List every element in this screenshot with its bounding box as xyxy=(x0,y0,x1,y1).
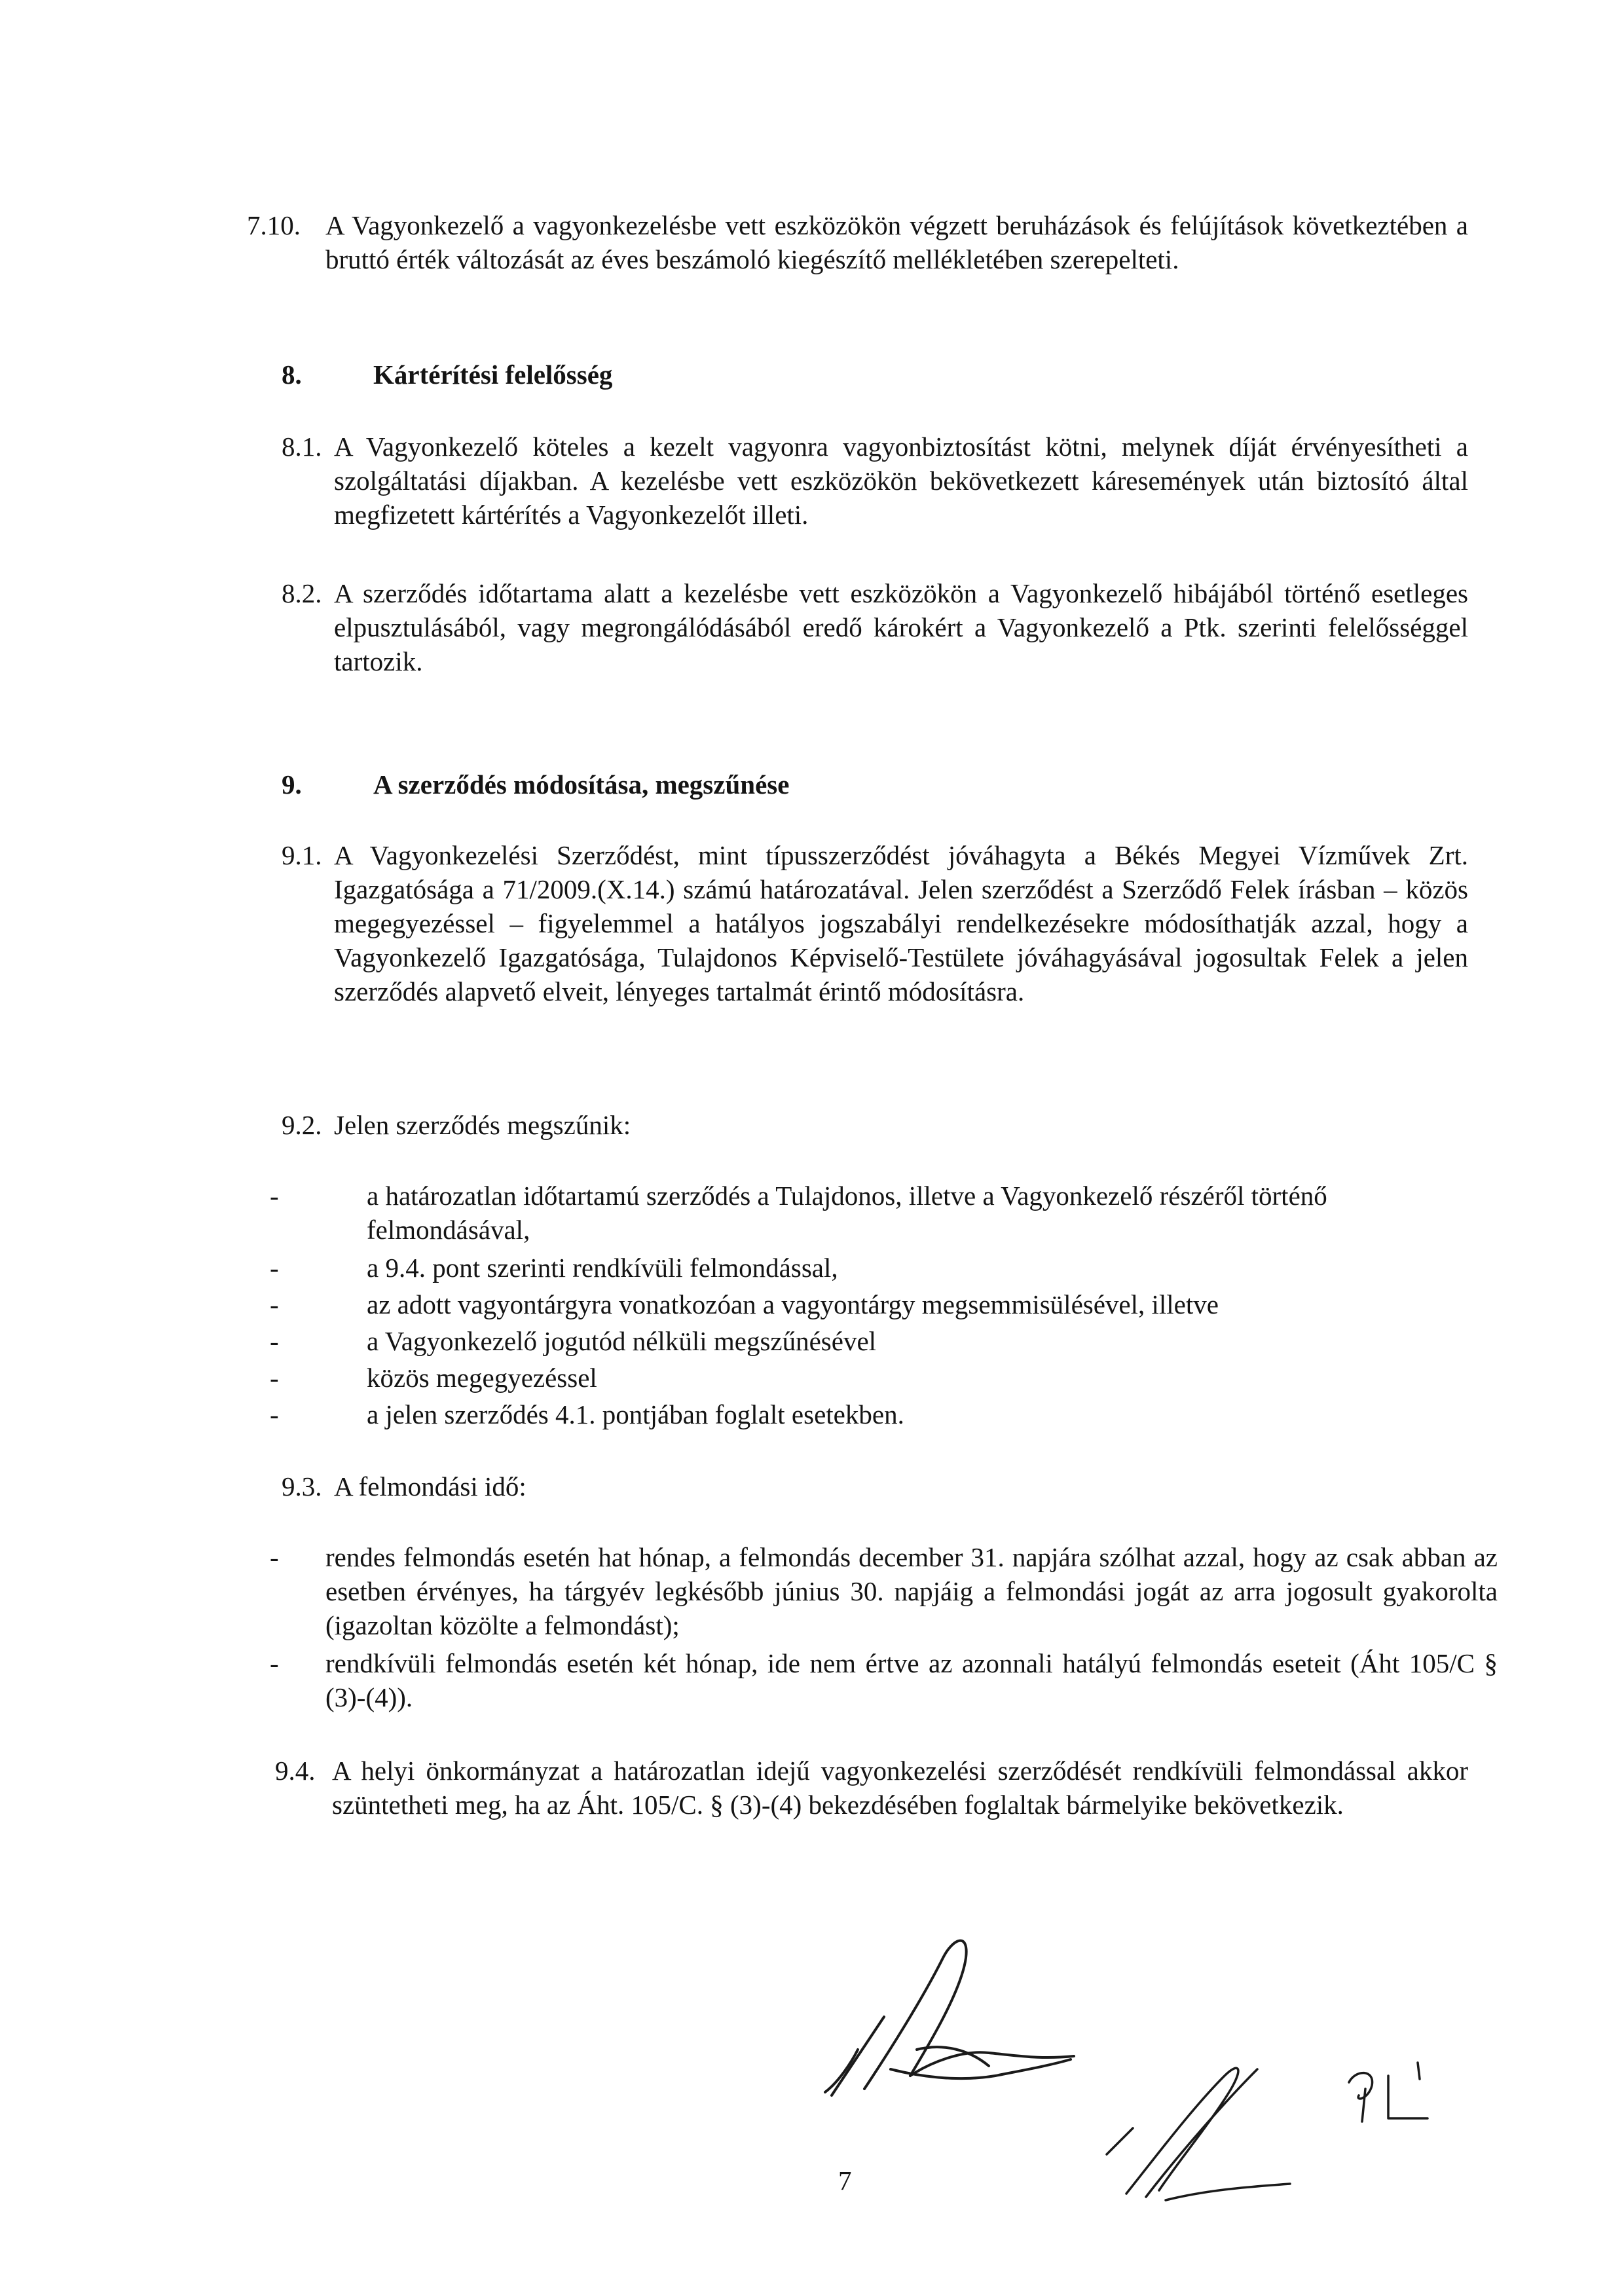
list-bullet: - xyxy=(270,1289,279,1319)
signature-1 xyxy=(812,1919,1087,2115)
signature-2 xyxy=(1094,2050,1310,2207)
section-8-number: 8. xyxy=(282,359,302,390)
initials xyxy=(1336,2056,1447,2135)
section-9-1-number: 9.1. xyxy=(282,840,322,870)
section-9-number: 9. xyxy=(282,769,302,800)
section-8-2-number: 8.2. xyxy=(282,578,322,608)
list-item: a jelen szerződés 4.1. pontjában foglalt esetekben. xyxy=(367,1399,904,1429)
section-7-10-number: 7.10. xyxy=(247,210,301,240)
section-8-title: Kártérítési felelősség xyxy=(373,359,613,390)
list-item: a 9.4. pont szerinti rendkívüli felmondással, xyxy=(367,1253,838,1283)
section-9-3-number: 9.3. xyxy=(282,1471,322,1501)
list-bullet: - xyxy=(270,1363,279,1393)
list-bullet: - xyxy=(270,1326,279,1356)
list-bullet: - xyxy=(270,1253,279,1283)
section-9-4-number: 9.4. xyxy=(275,1756,316,1786)
list-bullet: - xyxy=(270,1181,279,1211)
section-8-2-text: A szerződés időtartama alatt a kezelésbe vett eszközökön a Vagyonkezelő hibájából történő esetleges elpusztulásából, vagy megrongálódásából eredő károkért a Vagyonkezelő a Ptk. szerinti felelősséggel tartozik. xyxy=(334,578,1468,676)
list-item: a határozatlan időtartamú szerződés a Tulajdonos, illetve a Vagyonkezelő részéről történő felmondásával, xyxy=(367,1181,1327,1245)
section-9-4-text: A helyi önkormányzat a határozatlan idejű vagyonkezelési szerződését rendkívüli felmondással akkor szüntetheti meg, ha az Áht. 105/C. § (3)-(4) bekezdésében foglaltak bármelyike bekövetkezik. xyxy=(332,1756,1468,1820)
list-item: az adott vagyontárgyra vonatkozóan a vagyontárgy megsemmisülésével, illetve xyxy=(367,1289,1219,1319)
section-9-2-intro: Jelen szerződés megszűnik: xyxy=(334,1110,631,1140)
section-9-title: A szerződés módosítása, megszűnése xyxy=(373,769,790,800)
section-7-10-text: A Vagyonkezelő a vagyonkezelésbe vett eszközökön végzett beruházások és felújítások következtében a bruttó érték változását az éves beszámoló kiegészítő mellékletében szerepelteti. xyxy=(325,210,1468,274)
list-bullet: - xyxy=(270,1648,279,1678)
section-8-1-number: 8.1. xyxy=(282,432,322,462)
list-item: közös megegyezéssel xyxy=(367,1363,597,1393)
section-9-3-intro: A felmondási idő: xyxy=(334,1471,526,1501)
list-item: a Vagyonkezelő jogutód nélküli megszűnésével xyxy=(367,1326,877,1356)
list-item: rendkívüli felmondás esetén két hónap, ide nem értve az azonnali hatályú felmondás eseteit (Áht 105/C § (3)-(4)). xyxy=(325,1648,1498,1712)
section-9-2-number: 9.2. xyxy=(282,1110,322,1140)
page-number: 7 xyxy=(838,2165,852,2196)
section-8-1-text: A Vagyonkezelő köteles a kezelt vagyonra vagyonbiztosítást kötni, melynek díját érvényesítheti a szolgáltatási díjakban. A kezelésbe vett eszközökön bekövetkezett káresemények után biztosító által megfizetett kártérítés a Vagyonkezelőt illeti. xyxy=(334,432,1468,530)
section-9-1-text: A Vagyonkezelési Szerződést, mint típusszerződést jóváhagyta a Békés Megyei Vízművek Zrt. Igazgatósága a 71/2009.(X.14.) számú határozatával. Jelen szerződést a Szerződő Felek írásban – közös megegyezéssel – figyelemmel a hatályos jogszabályi rendelkezésekre módosíthatják azzal, hogy a Vagyonkezelő Igazgatósága, Tulajdonos Képviselő-Testülete jóváhagyásával jogosultak Felek a jelen szerződés alapvető elveit, lényeges tartalmát érintő módosításra. xyxy=(334,840,1468,1006)
list-item: rendes felmondás esetén hat hónap, a felmondás december 31. napjára szólhat azzal, hogy az csak abban az esetben érvényes, ha tárgyév legkésőbb június 30. napjáig a felmondási jogát az arra jogosult gyakorolta (igazoltan közölte a felmondást); xyxy=(325,1542,1498,1640)
list-bullet: - xyxy=(270,1399,279,1429)
list-bullet: - xyxy=(270,1542,279,1572)
